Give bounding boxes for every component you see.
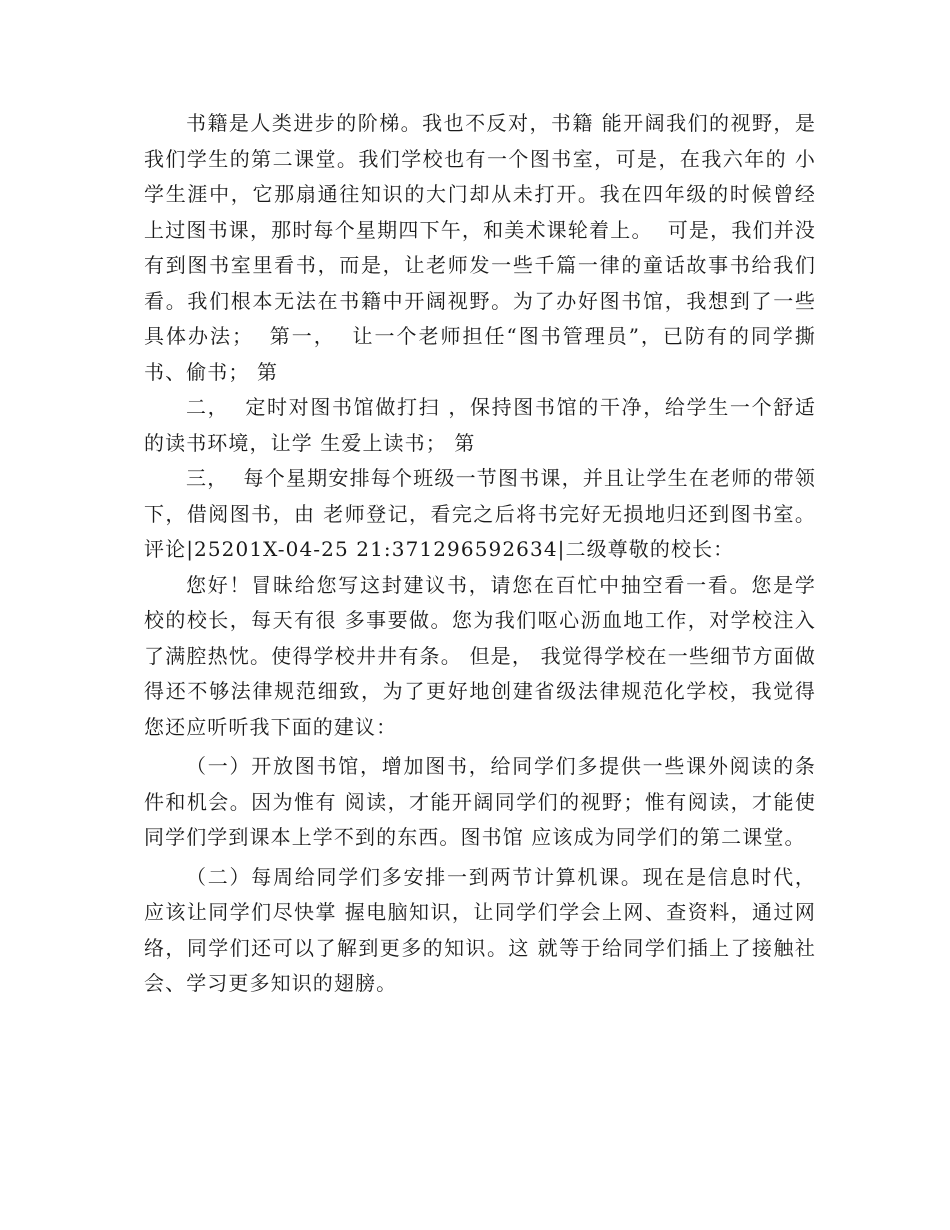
paragraph-second-measure: 二， 定时对图书馆做打扫 ，保持图书馆的干净，给学生一个舒适的读书环境，让学 生爱上读书； 第 [144,395,816,455]
paragraph-suggestion-two: （二）每周给同学们多安排一到两节计算机课。现在是信息时代，应该让同学们尽快掌 握电脑知识，让同学们学会上网、查资料，通过网络，同学们还可以了解到更多的知识。这 就等于给同学们插上了接触社会、学习更多知识的翅膀。 [144,864,816,995]
document-body [144,106,824,1002]
paragraph-library-opinion: 书籍是人类进步的阶梯。我也不反对，书籍 能开阔我们的视野，是我们学生的第二课堂。我们学校也有一个图书室，可是，在我六年的 小学生涯中，它那扇通往知识的大门却从未打开。我在四年级的时候曾经上过图书课，那时每个星期四下午，和美术课轮着上。 可是，我们并没有到图书室里看书，而是，让老师发一些千篇一律的童话故事书给我们 看。我们根本无法在书籍中开阔视野。为了办好图书馆，我想到了一些具体办法； 第一， 让一个老师担任“图书管理员”，已防有的同学撕书、偷书； 第 [144,111,824,384]
paragraph-suggestion-one: （一）开放图书馆，增加图书，给同学们多提供一些课外阅读的条件和机会。因为惟有 阅读，才能开阔同学们的视野；惟有阅读，才能使同学们学到课本上学不到的东西。图书馆 应该成为同学们的第二课堂。 [144,754,816,849]
paragraph-third-measure: 三， 每个星期安排每个班级一节图书课，并且让学生在老师的带领下，借阅图书，由 老师登记，看完之后将书完好无损地归还到图书室。 评论|25201X-04-25 21:371296592634|二级尊敬的校长： [144,466,824,561]
paragraph-letter-greeting: 您好！冒昧给您写这封建议书，请您在百忙中抽空看一看。您是学校的校长，每天有很 多事要做。您为我们呕心沥血地工作，对学校注入了满腔热忱。使得学校井井有条。 但是， 我觉得学校在一些细节方面做得还不够法律规范细致，为了更好地创建省级法律规范化学校，我觉得 您还应听听我下面的建议： [144,572,824,739]
